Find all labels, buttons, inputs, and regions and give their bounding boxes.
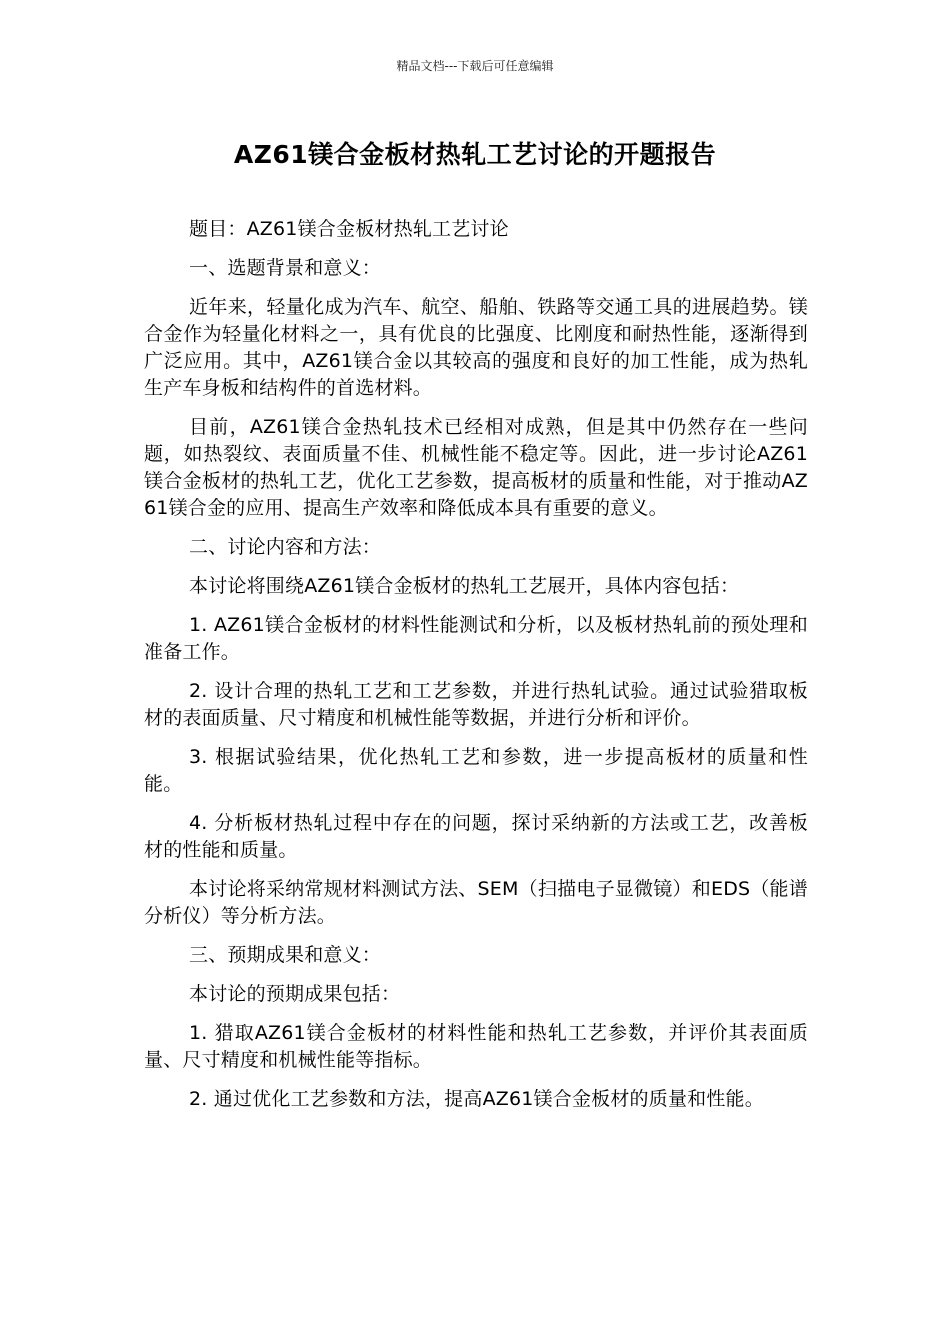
list-item-content-1: 1. AZ61镁合金板材的材料性能测试和分析，以及板材热轧前的预处理和准备工作。: [144, 614, 808, 663]
paragraph-current-status: 目前，AZ61镁合金热轧技术已经相对成熟，但是其中仍然存在一些问题，如热裂纹、表面质量不佳、机械性能不稳定等。因此，进一步讨论AZ61镁合金板材的热轧工艺，优化工艺参数，提高板材的质量和性能，对于推动AZ61镁合金的应用、提高生产效率和降低成本具有重要的意义。: [144, 416, 808, 519]
paragraph-results-intro: 本讨论的预期成果包括：: [189, 983, 401, 1005]
list-item-result-1: 1. 猎取AZ61镁合金板材的材料性能和热轧工艺参数，并评价其表面质量、尺寸精度和机械性能等指标。: [144, 1022, 808, 1071]
page-header: 精品文档---下载后可任意编辑: [396, 59, 554, 73]
list-item-result-2: 2. 通过优化工艺参数和方法，提高AZ61镁合金板材的质量和性能。: [189, 1088, 764, 1110]
list-item-content-3: 3. 根据试验结果，优化热轧工艺和参数，进一步提高板材的质量和性能。: [144, 746, 808, 795]
section-heading-expected-results: 三、预期成果和意义：: [189, 944, 382, 966]
list-item-content-2: 2. 设计合理的热轧工艺和工艺参数，并进行热轧试验。通过试验猎取板材的表面质量、尺寸精度和机械性能等数据，并进行分析和评价。: [144, 680, 808, 729]
list-item-content-4: 4. 分析板材热轧过程中存在的问题，探讨采纳新的方法或工艺，改善板材的性能和质量。: [144, 812, 808, 861]
paragraph-methods: 本讨论将采纳常规材料测试方法、SEM（扫描电子显微镜）和EDS（能谱分析仪）等分析方法。: [144, 878, 808, 927]
document-title: AZ61镁合金板材热轧工艺讨论的开题报告: [233, 140, 717, 169]
section-heading-background: 一、选题背景和意义：: [189, 257, 382, 279]
topic-line: 题目：AZ61镁合金板材热轧工艺讨论: [189, 218, 509, 240]
document-body: [144, 216, 808, 1125]
section-heading-content-methods: 二、讨论内容和方法：: [189, 536, 382, 558]
paragraph-content-intro: 本讨论将围绕AZ61镁合金板材的热轧工艺展开，具体内容包括：: [189, 575, 740, 597]
paragraph-background: 近年来，轻量化成为汽车、航空、船舶、铁路等交通工具的进展趋势。镁合金作为轻量化材料之一，具有优良的比强度、比刚度和耐热性能，逐渐得到广泛应用。其中，AZ61镁合金以其较高的强度和良好的加工性能，成为热轧生产车身板和结构件的首选材料。: [144, 296, 808, 399]
